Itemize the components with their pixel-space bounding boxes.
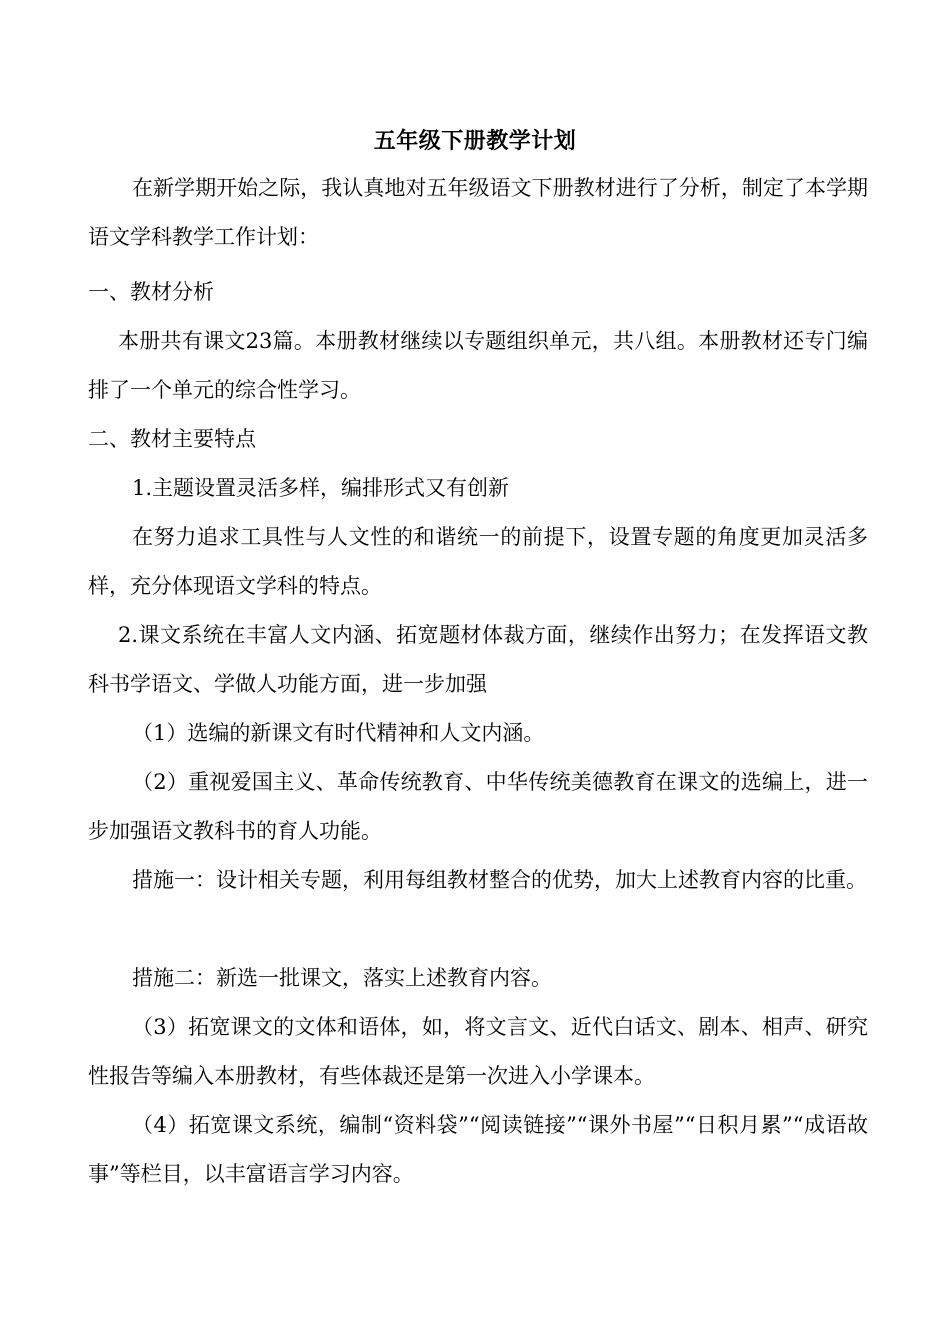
material-analysis-paragraph: 本册共有课文23篇。本册教材继续以专题组织单元，共八组。本册教材还专门编排了一个单元的综合性学习。 bbox=[88, 329, 868, 402]
feature-1-heading: 1.主题设置灵活多样，编排形式又有创新 bbox=[132, 476, 510, 500]
feature-2-item-2: （2）重视爱国主义、革命传统教育、中华传统美德教育在课文的选编上，进一步加强语文教科书的育人功能。 bbox=[88, 770, 868, 843]
feature-2-item-1: （1）选编的新课文有时代精神和人文内涵。 bbox=[132, 721, 545, 745]
document-title: 五年级下册教学计划 bbox=[373, 129, 577, 154]
section-heading-material-analysis: 一、教材分析 bbox=[88, 280, 214, 304]
measure-1-paragraph: 措施一：设计相关专题，利用每组教材整合的优势，加大上述教育内容的比重。 bbox=[132, 868, 867, 892]
feature-2-item-4: （4）拓宽课文系统，编制“资料袋”“阅读链接”“课外书屋”“日积月累”“成语故事”等栏目，以丰富语言学习内容。 bbox=[88, 1113, 868, 1186]
feature-1-paragraph: 在努力追求工具性与人文性的和谐统一的前提下，设置专题的角度更加灵活多样，充分体现语文学科的特点。 bbox=[88, 525, 868, 598]
feature-2-paragraph: 2.课文系统在丰富人文内涵、拓宽题材体裁方面，继续作出努力；在发挥语文教科书学语文、学做人功能方面，进一步加强 bbox=[88, 623, 868, 696]
intro-paragraph: 在新学期开始之际，我认真地对五年级语文下册教材进行了分析，制定了本学期语文学科教学工作计划： bbox=[88, 176, 868, 249]
measure-2-paragraph: 措施二：新选一批课文，落实上述教育内容。 bbox=[132, 966, 552, 990]
feature-2-item-3: （3）拓宽课文的文体和语体，如，将文言文、近代白话文、剧本、相声、研究性报告等编入本册教材，有些体裁还是第一次进入小学课本。 bbox=[88, 1015, 868, 1088]
section-heading-main-features: 二、教材主要特点 bbox=[88, 427, 256, 451]
